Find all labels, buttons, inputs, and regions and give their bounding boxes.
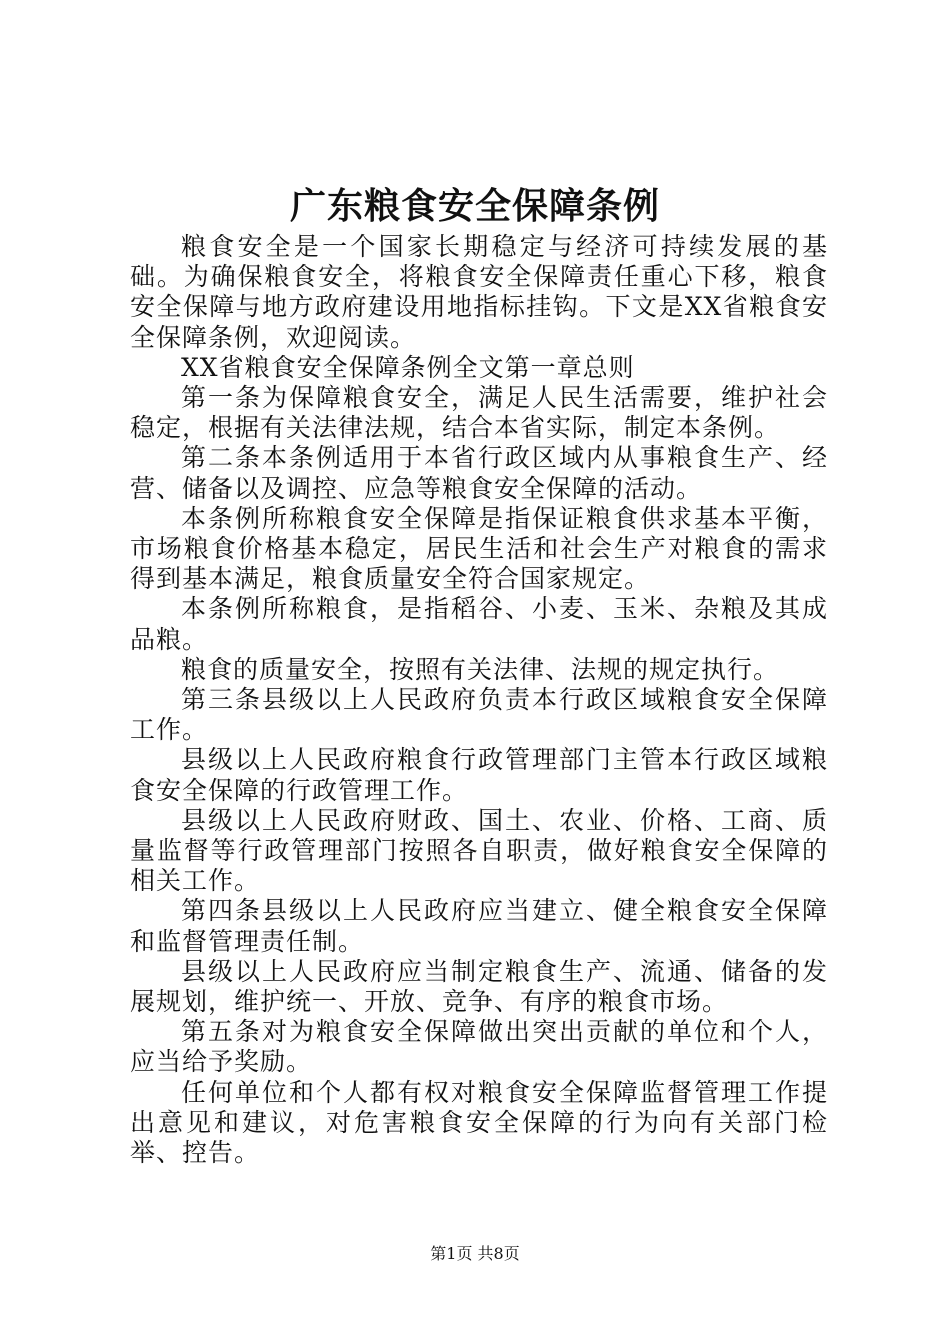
page-number-footer: 第1页 共8页 [430, 1244, 520, 1263]
paragraph: 第四条县级以上人民政府应当建立、健全粮食安全保障和监督管理责任制。 [130, 896, 828, 956]
paragraph: 粮食安全是一个国家长期稳定与经济可持续发展的基础。为确保粮食安全，将粮食安全保障责任重心下移，粮食安全保障与地方政府建设用地指标挂钩。下文是XX省粮食安全保障条例，欢迎阅读。 [130, 232, 828, 352]
paragraph: 第二条本条例适用于本省行政区域内从事粮食生产、经营、储备以及调控、应急等粮食安全保障的活动。 [130, 443, 828, 503]
document-body [130, 232, 828, 1168]
document-title: 广东粮食安全保障条例 [289, 186, 660, 227]
paragraph: 县级以上人民政府粮食行政管理部门主管本行政区域粮食安全保障的行政管理工作。 [130, 745, 828, 805]
paragraph: 本条例所称粮食安全保障是指保证粮食供求基本平衡，市场粮食价格基本稳定，居民生活和社会生产对粮食的需求得到基本满足，粮食质量安全符合国家规定。 [130, 503, 828, 594]
paragraph: 第五条对为粮食安全保障做出突出贡献的单位和个人，应当给予奖励。 [130, 1017, 828, 1077]
paragraph: 本条例所称粮食，是指稻谷、小麦、玉米、杂粮及其成品粮。 [130, 594, 828, 654]
paragraph: 县级以上人民政府应当制定粮食生产、流通、储备的发展规划，维护统一、开放、竞争、有序的粮食市场。 [130, 956, 828, 1017]
paragraph: 第三条县级以上人民政府负责本行政区域粮食安全保障工作。 [130, 685, 828, 745]
paragraph: 第一条为保障粮食安全，满足人民生活需要，维护社会稳定，根据有关法律法规，结合本省实际，制定本条例。 [130, 383, 828, 443]
paragraph: XX省粮食安全保障条例全文第一章总则 [181, 352, 635, 382]
paragraph: 县级以上人民政府财政、国土、农业、价格、工商、质量监督等行政管理部门按照各自职责，做好粮食安全保障的相关工作。 [130, 805, 828, 896]
paragraph: 任何单位和个人都有权对粮食安全保障监督管理工作提出意见和建议，对危害粮食安全保障的行为向有关部门检举、控告。 [130, 1077, 828, 1168]
paragraph: 粮食的质量安全，按照有关法律、法规的规定执行。 [181, 654, 780, 684]
